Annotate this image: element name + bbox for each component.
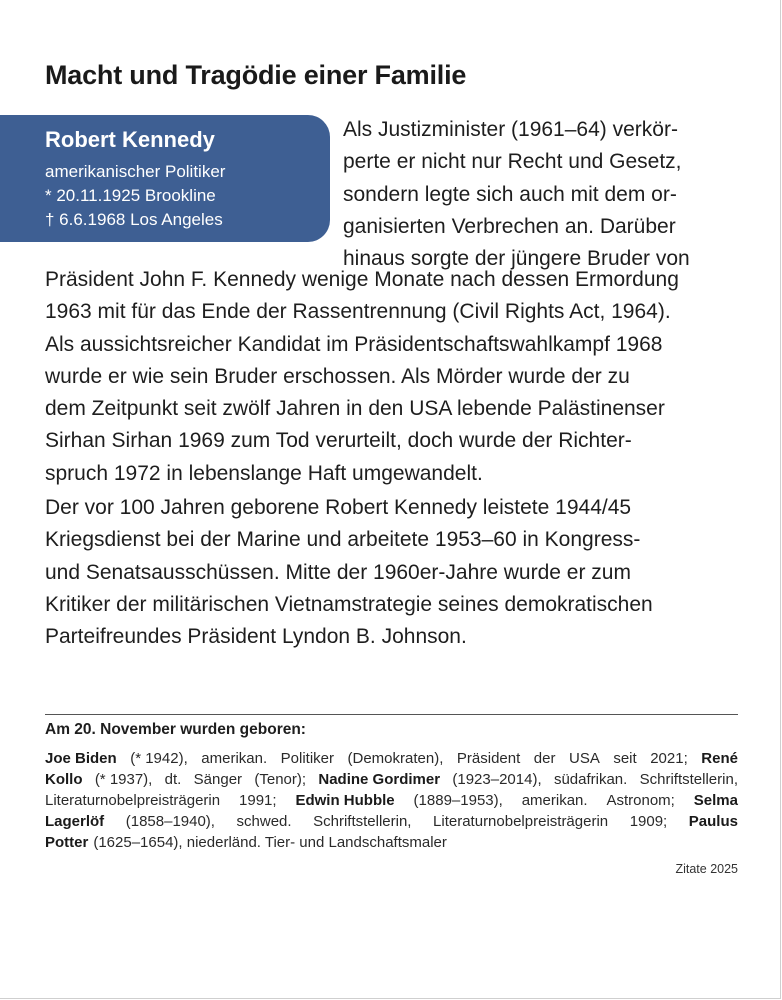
- page-title: Macht und Tragödie einer Familie: [45, 60, 467, 90]
- text-line: 1963 mit für das Ende der Rassentrennung (Civil Rights Act, 1964).: [45, 300, 671, 324]
- birth-word: (1858–1940),: [125, 813, 215, 830]
- birth-word: Präsident: [456, 750, 521, 767]
- person-birth: * 20.11.1925 Brookline: [45, 186, 216, 205]
- birth-name: Potter: [45, 834, 89, 851]
- text-line: sondern legte sich auch mit dem or-: [343, 182, 677, 206]
- birth-word: der: [533, 750, 556, 767]
- paragraph-2: [45, 492, 745, 653]
- birth-word: 2021;: [650, 750, 688, 767]
- birth-name: Edwin Hubble: [295, 792, 395, 809]
- text-line: und Senatsausschüssen. Mitte der 1960er-Jahre wurde er zum: [45, 560, 631, 584]
- birth-name: Nadine Gordimer: [318, 771, 441, 788]
- person-role: amerikanischer Politiker: [45, 162, 226, 181]
- birth-word: (1625–1654), niederländ. Tier- und Landschaftsmaler: [93, 834, 447, 851]
- footer-label: Zitate 2025: [675, 862, 738, 876]
- text-line: ganisierten Verbrechen an. Darüber: [343, 214, 676, 238]
- birth-word: 1991;: [239, 792, 277, 809]
- birth-word: amerikan.: [201, 750, 268, 767]
- birth-word: 1909;: [629, 813, 668, 830]
- birth-word: amerikan.: [521, 792, 588, 809]
- birth-word: Astronom;: [606, 792, 675, 809]
- text-line: Präsident John F. Kennedy wenige Monate nach dessen Ermordung: [45, 268, 679, 291]
- birth-word: dt.: [164, 771, 182, 788]
- births-line: [45, 811, 738, 832]
- birth-word: (Tenor);: [254, 771, 307, 788]
- births-list: [45, 748, 738, 853]
- text-line: Der vor 100 Jahren geborene Robert Kennedy leistete 1944/45: [45, 496, 632, 519]
- text-line: dem Zeitpunkt seit zwölf Jahren in den USA lebende Palästinenser: [45, 397, 665, 421]
- section-divider: [45, 714, 738, 715]
- births-line: [45, 832, 738, 853]
- birth-name: Lagerlöf: [45, 813, 105, 830]
- birth-word: (* 1942),: [130, 750, 188, 767]
- birth-word: (1923–2014),: [452, 771, 542, 788]
- birth-word: Schriftstellerin,: [313, 813, 412, 830]
- births-heading: Am 20. November wurden geboren:: [45, 721, 306, 738]
- birth-word: Schriftstellerin,: [639, 771, 738, 788]
- birth-name: Joe Biden: [45, 750, 117, 767]
- person-name: Robert Kennedy: [45, 127, 215, 152]
- birth-word: (1889–1953),: [413, 792, 503, 809]
- text-line: Als aussichtsreicher Kandidat im Präsidentschaftswahlkampf 1968: [45, 332, 663, 356]
- birth-name: René: [701, 750, 738, 767]
- birth-word: seit: [613, 750, 637, 767]
- text-line: Kriegsdienst bei der Marine und arbeitete 1953–60 in Kongress-: [45, 528, 641, 552]
- text-line: Kritiker der militärischen Vietnamstrategie seines demokratischen: [45, 592, 653, 616]
- birth-word: (Demokraten),: [347, 750, 444, 767]
- birth-word: schwed.: [236, 813, 292, 830]
- birth-word: Literaturnobelpreisträgerin: [45, 792, 221, 809]
- births-line: [45, 748, 738, 769]
- text-line: Parteifreundes Präsident Lyndon B. Johnson.: [45, 625, 467, 649]
- paragraph-1-intro: [343, 114, 723, 275]
- text-line: spruch 1972 in lebenslange Haft umgewandelt.: [45, 461, 483, 485]
- birth-word: USA: [568, 750, 600, 767]
- person-info-box: [0, 115, 330, 242]
- text-line: wurde er wie sein Bruder erschossen. Als Mörder wurde der zu: [45, 364, 630, 388]
- births-line: [45, 769, 738, 790]
- births-line: [45, 790, 738, 811]
- person-details: [45, 160, 330, 232]
- birth-word: Politiker: [280, 750, 334, 767]
- birth-name: Selma: [693, 792, 738, 809]
- text-line: Sirhan Sirhan 1969 zum Tod verurteilt, doch wurde der Richter-: [45, 429, 632, 453]
- birth-word: südafrikan.: [553, 771, 628, 788]
- paragraph-1-continued: [45, 264, 745, 490]
- text-line: hinaus sorgte der jüngere Bruder von: [343, 247, 690, 271]
- person-death: † 6.6.1968 Los Angeles: [45, 210, 223, 229]
- birth-name: Paulus: [688, 813, 738, 830]
- text-line: Als Justizminister (1961–64) verkör-: [343, 118, 678, 141]
- birth-word: Sänger: [193, 771, 243, 788]
- text-line: perte er nicht nur Recht und Gesetz,: [343, 150, 682, 174]
- birth-word: (* 1937),: [94, 771, 153, 788]
- birth-word: Literaturnobelpreisträgerin: [433, 813, 609, 830]
- birth-name: Kollo: [45, 771, 83, 788]
